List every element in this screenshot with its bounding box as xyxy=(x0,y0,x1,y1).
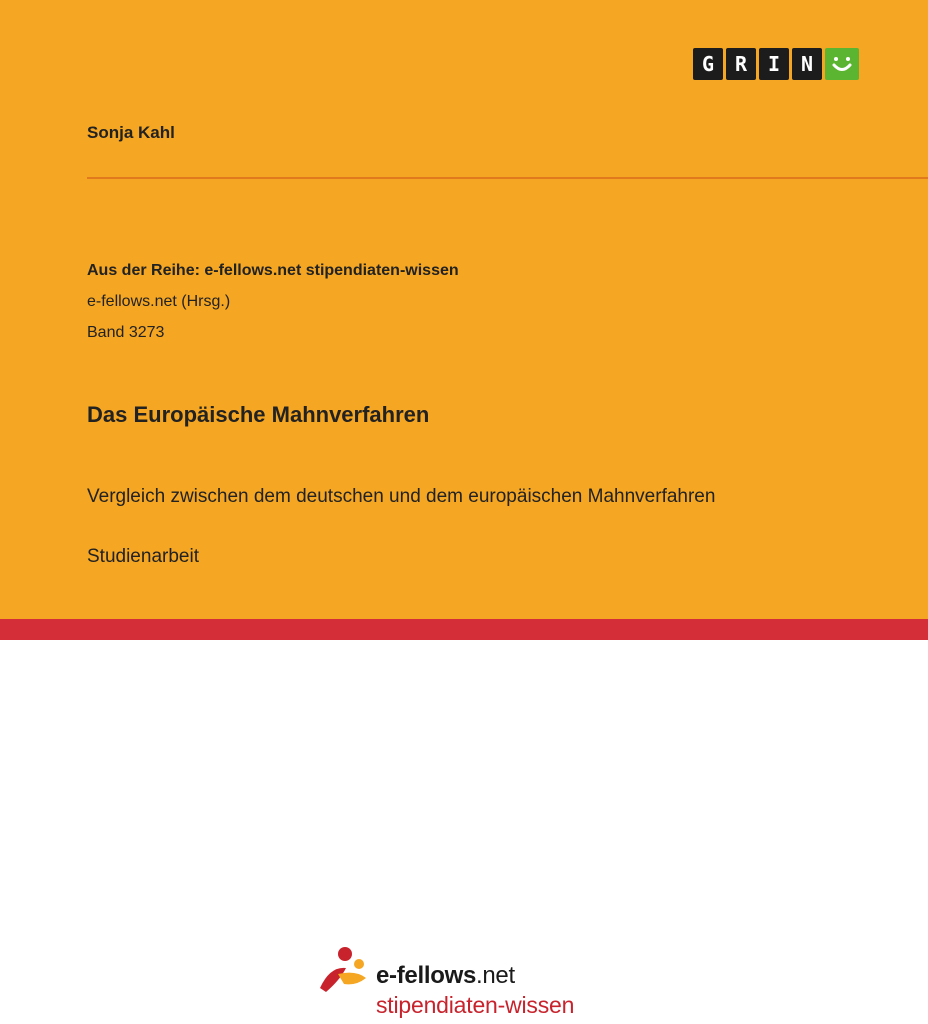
series-editor: e-fellows.net (Hrsg.) xyxy=(87,293,231,310)
smiley-icon xyxy=(825,48,859,80)
series-info xyxy=(87,255,459,348)
book-subtitle: Vergleich zwischen dem deutschen und dem europäischen Mahnverfahren xyxy=(87,486,716,507)
e-fellows-brand-bold: e-fellows xyxy=(376,962,476,989)
grin-letter-i: I xyxy=(759,48,789,80)
document-type: Studienarbeit xyxy=(87,546,199,567)
e-fellows-tagline: stipendiaten-wissen xyxy=(376,992,575,1018)
cover-red-band xyxy=(0,619,928,640)
header-divider xyxy=(87,177,928,179)
grin-letter-g: G xyxy=(693,48,723,80)
book-title: Das Europäische Mahnverfahren xyxy=(87,402,430,427)
e-fellows-figure-icon xyxy=(316,944,374,996)
series-label: Aus der Reihe: e-fellows.net stipendiaten-wissen xyxy=(87,262,459,279)
author-name: Sonja Kahl xyxy=(87,123,175,142)
e-fellows-brand-suffix: .net xyxy=(476,962,515,989)
grin-logo xyxy=(693,48,859,80)
grin-letter-n: N xyxy=(792,48,822,80)
series-volume: Band 3273 xyxy=(87,324,165,341)
e-fellows-logo xyxy=(316,944,636,1024)
e-fellows-brand xyxy=(376,962,515,990)
grin-letter-r: R xyxy=(726,48,756,80)
